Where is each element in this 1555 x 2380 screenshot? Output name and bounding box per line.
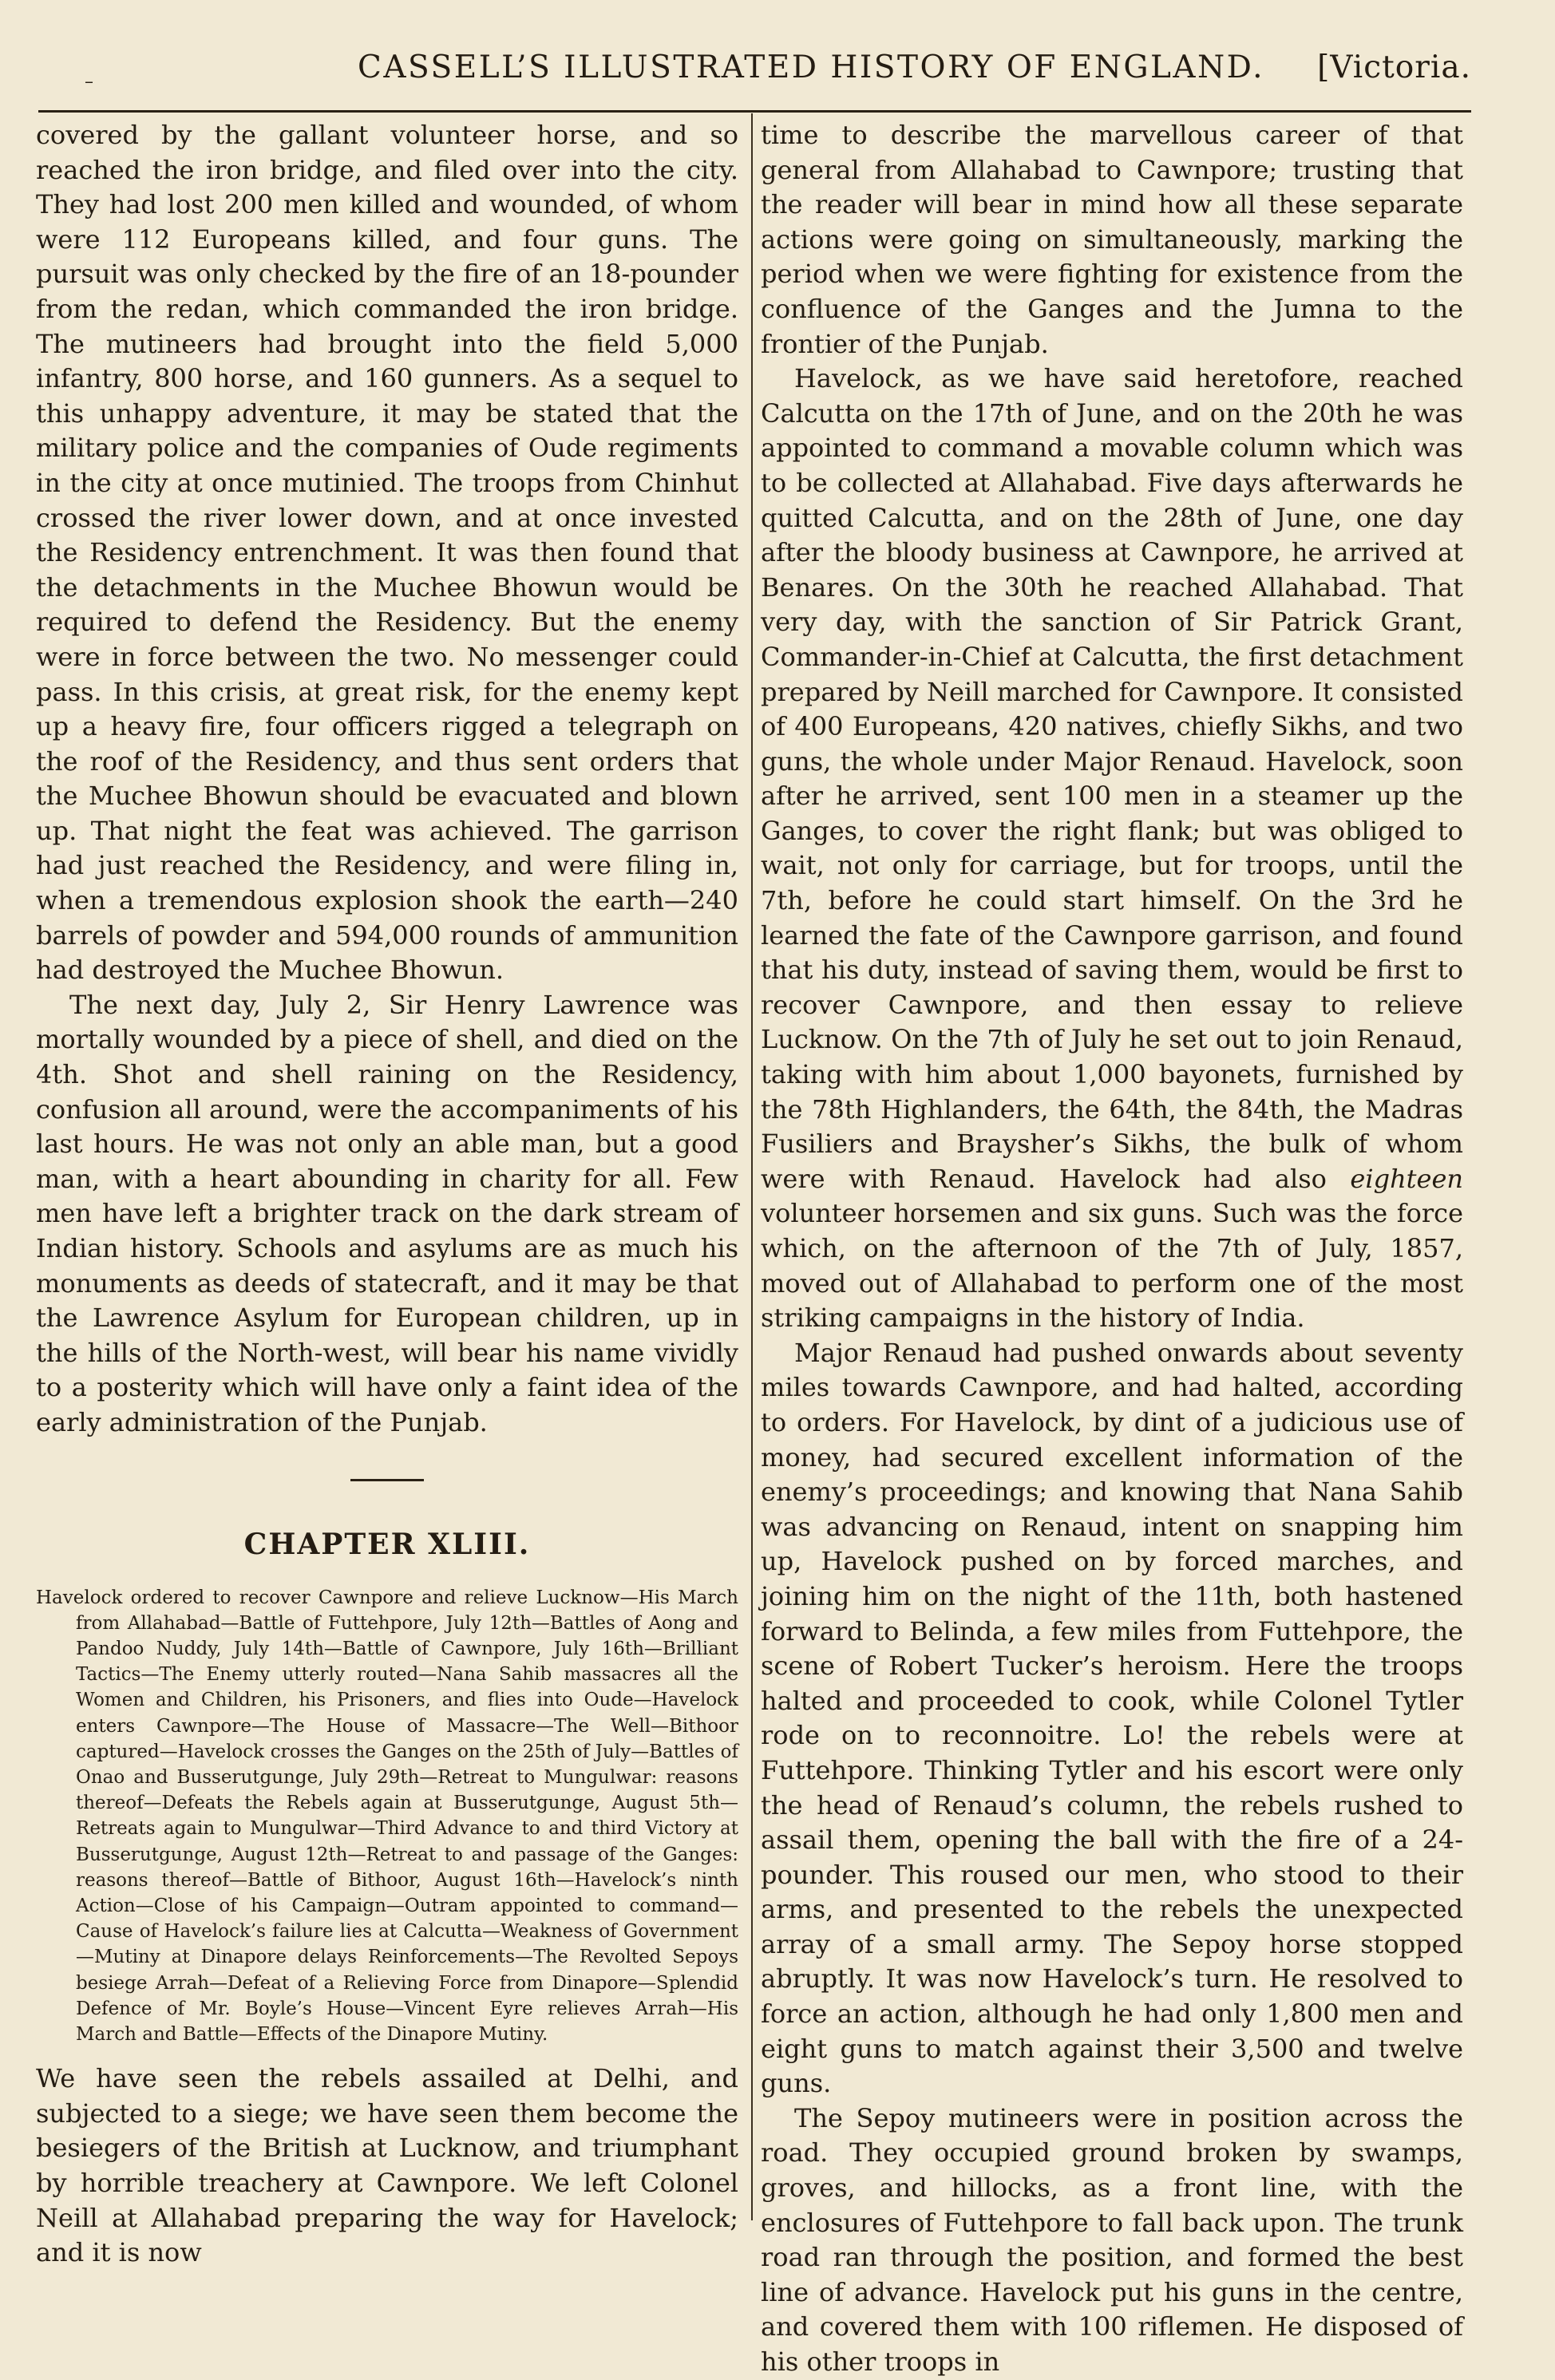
running-title: CASSELL’S ILLUSTRATED HISTORY OF ENGLAND. [358, 49, 1264, 85]
left-paragraph-2: The next day, July 2, Sir Henry Lawrence was mortally wounded by a piece of shell, and died on the 4th. Shot and shell raining on the Residency, confusion all around, were the accompaniments of his last hours. He was not only an able man, but a good man, with a heart abounding in charity for all. Few men have left a brighter track on the dark stream of Indian history. Schools and asylums are as much his monuments as deeds of statecraft, and it may be that the Lawrence Asylum for European children, up in the hills of the North-west, will bear his name vividly to a posterity which will have only a faint idea of the early administration of the Punjab. [36, 989, 738, 1437]
running-header [38, 49, 1471, 99]
right-paragraph-2 [761, 362, 1463, 1336]
column-divider [751, 113, 753, 2220]
right-paragraph-4: The Sepoy mutineers were in position across the road. They occupied ground broken by swamps, groves, and hillocks, as a front line, with the enclosures of Futtehpore to fall back upon. The trunk road ran through the position, and formed the best line of advance. Havelock put his guns in the centre, and covered them with 100 riflemen. He disposed of his other troops in [761, 2102, 1463, 2377]
header-rule [38, 110, 1471, 113]
section-label: [Victoria. [1317, 49, 1471, 85]
right-paragraph-3: Major Renaud had pushed onwards about seventy miles towards Cawnpore, and had halted, according to orders. For Havelock, by dint of a judicious use of money, had secured excellent information of the enemy’s proceedings; and knowing that Nana Sahib was advancing on Renaud, intent on snapping him up, Havelock pushed on by forced marches, and joining him on the night of the 11th, both hastened forward to Belinda, a few miles from Futtehpore, the scene of Robert Tucker’s heroism. Here the troops halted and proceeded to cook, while Colonel Tytler rode on to reconnoitre. Lo! the rebels were at Futtehpore. Thinking Tytler and his escort were only the head of Renaud’s column, the rebels rushed to assail them, opening the ball with the fire of a 24-pounder. This roused our men, who stood to their arms, and presented to the rebels the unexpected array of a small army. The Sepoy horse stopped abruptly. It was now Havelock’s turn. He resolved to force an action, although he had only 1,800 men and eight guns to match against their 3,500 and twelve guns. [761, 1337, 1463, 2099]
chapter-synopsis: Havelock ordered to recover Cawnpore and relieve Lucknow—His March from Allahabad—Battle of Futtehpore, July 12th—Battles of Aong and Pandoo Nuddy, July 14th—Battle of Cawnpore, July 16th—Brilliant Tactics—The Enemy utterly routed—Nana Sahib massacres all the Women and Children, his Prisoners, and flies into Oude—Havelock enters Cawnpore—The House of Massacre—The Well—Bithoor captured—Havelock crosses the Ganges on the 25th of July—Battles of Onao and Busserutgunge, July 29th—Retreat to Mungulwar: reasons thereof—Defeats the Rebels again at Busserutgunge, August 5th—Retreats again to Mungulwar—Third Advance to and third Victory at Busserutgunge, August 12th—Retreat to and passage of the Ganges: reasons thereof—Battle of Bithoor, August 16th—Havelock’s ninth Action—Close of his Campaign—Outram appointed to command—Cause of Havelock’s failure lies at Calcutta—Weakness of Government—Mutiny at Dinapore delays Reinforcements—The Revolted Sepoys besiege Arrah—Defeat of a Relieving Force from Dinapore—Splendid Defence of Mr. Boyle’s House—Vincent Eyre relieves Arrah—His March and Battle—Effects of the Dinapore Mutiny. [36, 1587, 738, 2046]
right-paragraph-2-end: volunteer horsemen and six guns. Such was the force which, on the afternoon of the 7th of July, 1857, moved out of Allahabad to perform one of the most striking campaigns in the history of India. [761, 1198, 1463, 1334]
right-column [761, 118, 1463, 2380]
right-paragraph-2-text: Havelock, as we have said heretofore, reached Calcutta on the 17th of June, and on the 20th he was appointed to command a movable column which was to be collected at Allahabad. Five days afterwards he quitted Calcutta, and on the 28th of June, one day after the bloody business at Cawnpore, he arrived at Benares. On the 30th he reached Allahabad. That very day, with the sanction of Sir Patrick Grant, Commander-in-Chief at Calcutta, the first detachment prepared by Neill marched for Cawnpore. It consisted of 400 Europeans, 420 natives, chiefly Sikhs, and two guns, the whole under Major Renaud. Havelock, soon after he arrived, sent 100 men in a steamer up the Ganges, to cover the right flank; but was obliged to wait, not only for carriage, but for troops, until the 7th, before he could start himself. On the 3rd he learned the fate of the Cawnpore garrison, and found that his duty, instead of saving them, would be first to recover Cawnpore, and then essay to relieve Lucknow. On the 7th of July he set out to join Renaud, taking with him about 1,000 bayonets, furnished by the 78th Highlanders, the 64th, the 84th, the Madras Fusiliers and Braysher’s Sikhs, the bulk of whom were with Renaud. Havelock had also [761, 363, 1463, 1194]
section-divider [350, 1479, 424, 1481]
emphasis-eighteen: eighteen [1350, 1163, 1464, 1194]
header-dash: – [85, 72, 93, 92]
right-paragraph-1: time to describe the marvellous career of that general from Allahabad to Cawnpore; trusting that the reader will bear in mind how all these separate actions were going on simultaneously, marking the period when we were fighting for existence from the confluence of the Ganges and the Jumna to the frontier of the Punjab. [761, 120, 1463, 359]
left-paragraph-3: We have seen the rebels assailed at Delhi, and subjected to a siege; we have seen them become the besiegers of the British at Lucknow, and triumphant by horrible treachery at Cawnpore. We left Colonel Neill at Allahabad preparing the way for Havelock; and it is now [36, 2063, 738, 2268]
left-paragraph-1: covered by the gallant volunteer horse, and so reached the iron bridge, and filed over into the city. They had lost 200 men killed and wounded, of whom were 112 Europeans killed, and four guns. The pursuit was only checked by the fire of an 18-pounder from the redan, which commanded the iron bridge. The mutineers had brought into the field 5,000 infantry, 800 horse, and 160 gunners. As a sequel to this unhappy adventure, it may be stated that the military police and the companies of Oude regiments in the city at once mutinied. The troops from Chinhut crossed the river lower down, and at once invested the Residency entrenchment. It was then found that the detachments in the Muchee Bhowun would be required to defend the Residency. But the enemy were in force between the two. No messenger could pass. In this crisis, at great risk, for the enemy kept up a heavy fire, four officers rigged a telegraph on the roof of the Residency, and thus sent orders that the Muchee Bhowun should be evacuated and blown up. That night the feat was achieved. The garrison had just reached the Residency, and were filing in, when a tremendous explosion shook the earth—240 barrels of powder and 594,000 rounds of ammunition had destroyed the Muchee Bhowun. [36, 120, 738, 986]
left-column [36, 118, 738, 2271]
chapter-title: CHAPTER XLIII. [243, 1527, 531, 1561]
